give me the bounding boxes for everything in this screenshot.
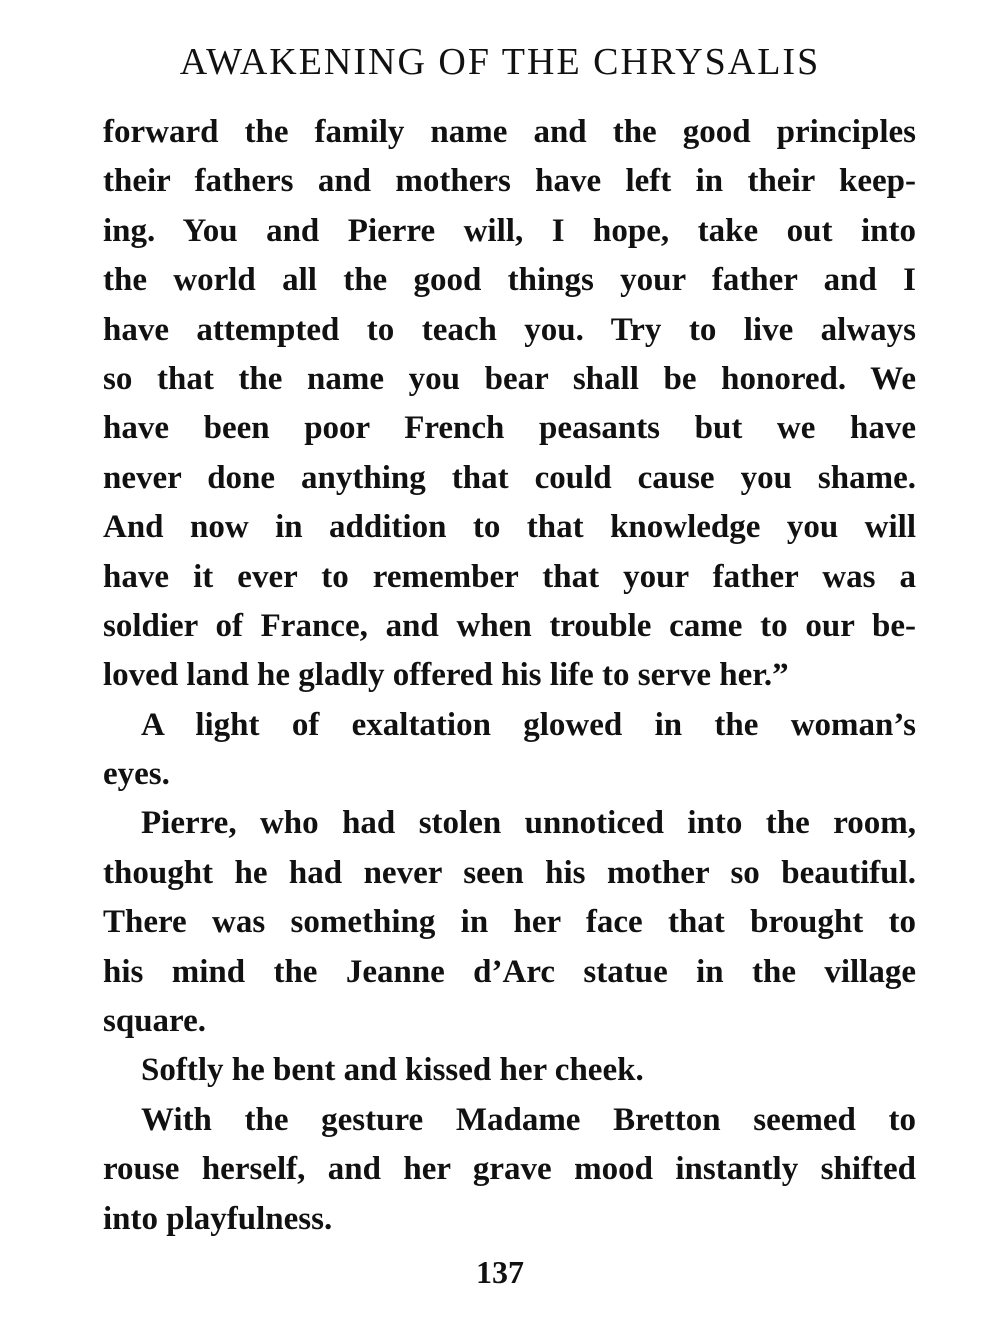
text-line: have attempted to teach you. Try to live always xyxy=(103,311,916,348)
running-head: AWAKENING OF THE CHRYSALIS xyxy=(179,41,821,83)
paragraph xyxy=(103,701,916,800)
paragraph xyxy=(103,799,916,1046)
text-line: loved land he gladly offered his life to serve her.” xyxy=(103,657,789,694)
text-line: so that the name you bear shall be honored. We xyxy=(103,360,916,397)
page-number: 137 xyxy=(476,1254,524,1290)
paragraph xyxy=(103,1096,916,1244)
text-line: There was something in her face that brought to xyxy=(103,904,916,941)
text-line: soldier of France, and when trouble came to our be- xyxy=(103,607,916,644)
text-line: have it ever to remember that your father was a xyxy=(103,558,916,595)
text-line: forward the family name and the good principles xyxy=(103,114,916,150)
text-line: never done anything that could cause you shame. xyxy=(103,459,916,496)
text-line: A light of exaltation glowed in the woman’s xyxy=(141,706,916,743)
text-line: square. xyxy=(103,1003,206,1040)
text-line: eyes. xyxy=(103,756,170,793)
text-line: And now in addition to that knowledge you will xyxy=(103,509,916,546)
body-text xyxy=(103,108,916,1244)
text-line: With the gesture Madame Bretton seemed to xyxy=(141,1101,916,1138)
text-line: have been poor French peasants but we have xyxy=(103,410,916,447)
text-line: Pierre, who had stolen unnoticed into the room, xyxy=(141,805,916,842)
text-line: into playfulness. xyxy=(103,1200,333,1237)
paragraph xyxy=(103,1046,916,1095)
text-line: rouse herself, and her grave mood instantly shifted xyxy=(103,1151,916,1188)
text-line: Softly he bent and kissed her cheek. xyxy=(141,1052,644,1089)
text-line: thought he had never seen his mother so beautiful. xyxy=(103,854,916,891)
text-line: ing. You and Pierre will, I hope, take out into xyxy=(103,212,916,249)
paragraph xyxy=(103,108,916,701)
text-line: his mind the Jeanne d’Arc statue in the village xyxy=(103,953,916,990)
text-line: the world all the good things your father and I xyxy=(103,262,916,299)
text-line: their fathers and mothers have left in their keep- xyxy=(103,163,916,200)
